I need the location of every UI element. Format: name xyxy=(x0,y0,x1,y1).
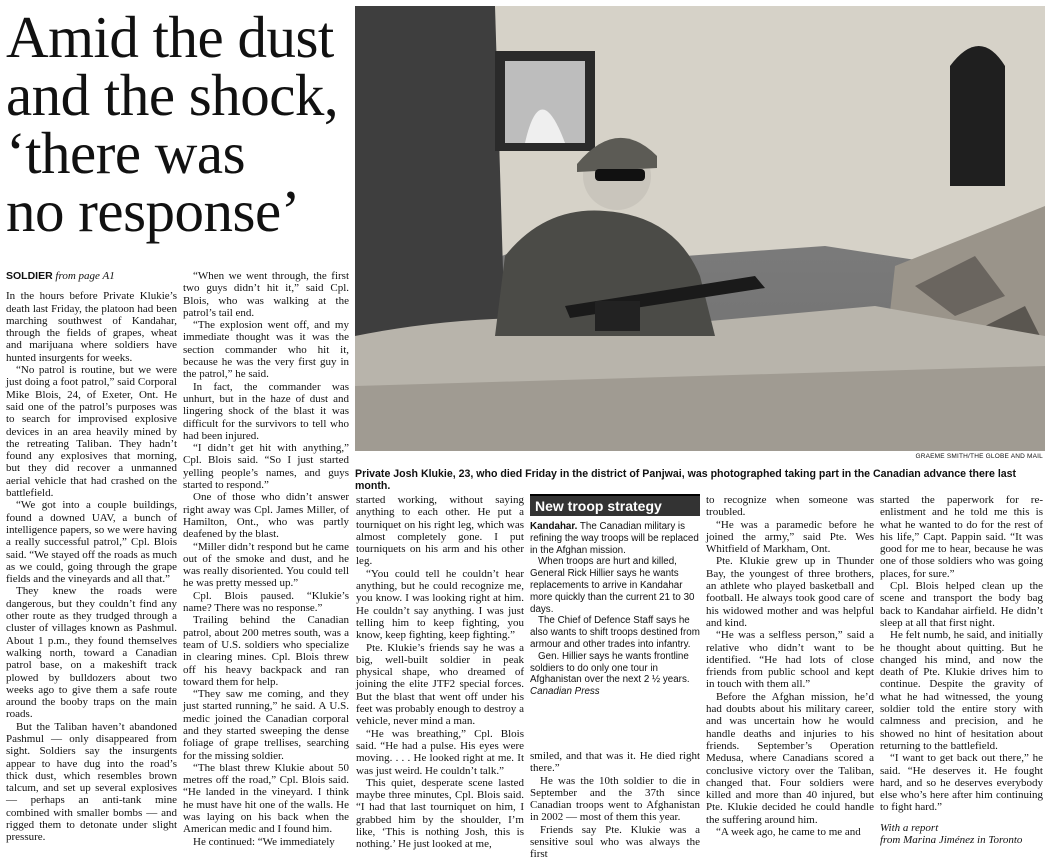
paragraph: “A week ago, he came to me and xyxy=(716,826,861,839)
sidebar-paragraph: Gen. Hillier says he wants frontline soldiers to do only one tour in Afghanistan over the next 2 ½ years. xyxy=(530,650,690,686)
article-column-2 xyxy=(183,270,349,848)
paragraph: “He was a paramedic before he joined the army,” said Pte. Wes Whitfield of Markham, Ont. xyxy=(706,518,874,556)
sidebar-dateline: Kandahar. xyxy=(530,521,578,532)
byline xyxy=(880,822,1043,847)
paragraph: started the paperwork for re-enlistment and he told me this is what he wanted to do for the rest of his life,” Capt. Pappin said. “It was good for me to hear, because he was one of those soldiers who was going places, for sure.” xyxy=(880,494,1043,580)
sidebar-box xyxy=(530,494,700,746)
paragraph: Pte. Klukie grew up in Thunder Bay, the youngest of three brothers, an athlete who played basketball and football. He always took good care of his widowed mother and was helpful and kind. xyxy=(706,555,874,629)
headline-line: and the shock, xyxy=(6,62,339,128)
sidebar-title: New troop strategy xyxy=(530,496,700,516)
photo-credit: GRAEME SMITH/THE GLOBE AND MAIL xyxy=(915,453,1043,460)
paragraph: Friends say Pte. Klukie was a sensitive soul who was always the first xyxy=(530,823,700,861)
paragraph: He felt numb, he said, and initially he thought about quitting. But he changed his mind, and now the death of Pte. Klukie drives him to continue. Despite the gravity of what he had witnessed, the young soldier told the entire story with calmness and precision, and he showed no hint of hesitation about returning to the battlefield. xyxy=(880,629,1043,752)
byline-line: from Marina Jiménez in Toronto xyxy=(880,834,1023,847)
article-column-3-tail xyxy=(530,750,700,861)
paragraph: to recognize when someone was troubled. xyxy=(706,494,874,519)
paragraph: “The blast threw Klukie about 50 metres off the road,” Cpl. Blois said. “He landed in the vineyard. I think he must have hit one of the walls. He was laying on his back when the American medic and I found him. xyxy=(183,761,349,836)
paragraph: “When we went through, the first two guys didn’t hit it,” said Cpl. Blois, who was walking at the patrol’s tail end. xyxy=(183,270,349,319)
paragraph: smiled, and that was it. He died right there.” xyxy=(530,750,700,775)
paragraph: One of those who didn’t answer right away was Cpl. James Miller, of Hamilton, Ont., who was partly deafened by the blast. xyxy=(183,491,349,541)
article-column-5 xyxy=(880,494,1043,847)
jump-from: from page A1 xyxy=(55,270,115,282)
paragraph: He was the 10th soldier to die in September and the 37th since Canadian troops went to Afghanistan in 2002 — most of them this year. xyxy=(530,774,700,824)
paragraph: “I want to get back out there,” he said. “He deserves it. He fought hard, and so he deserves everybody else who’s here after him continuing to fight hard.” xyxy=(880,752,1043,814)
paragraph: Cpl. Blois helped clean up the scene and transport the body bag back to Kandahar airfield. He didn’t sleep at all that first night. xyxy=(880,580,1043,629)
paragraph: Pte. Klukie’s friends say he was a big, well-built soldier in peak physical shape, who dreamed of joining the elite JTF2 special forces. But the blast that went off under his feet was probably enough to destroy a vehicle, never mind a man. xyxy=(356,641,524,728)
paragraph: “The explosion went off, and my immediate thought was it was the section commander who hit it, because he was the very first guy in the patrol,” he said. xyxy=(183,319,349,381)
paragraph: Before the Afghan mission, he’d had doubts about his military career, and was uncertain how he would handle deaths and injuries to his friends. September’s Operation Medusa, where Canadians scored a conclusive victory over the Taliban, changed that. Four soldiers were killed and more than 40 injured, but Pte. Klukie decided he could handle the suffering around him. xyxy=(706,690,874,826)
paragraph: “Miller didn’t respond but he came out of the smoke and dust, and he was really disoriented. You could tell he was pretty messed up.” xyxy=(183,540,349,590)
headline xyxy=(6,4,346,244)
byline-line: With a report xyxy=(880,821,939,834)
sidebar-credit: Canadian Press xyxy=(530,686,600,698)
paragraph: “We got into a couple buildings, found a downed UAV, a bunch of intelligence papers, so we were having a really successful patrol,” Cpl. Blois said. “We stayed off the roads as much as we could, going through the grape fields and the vineyards and all that.” xyxy=(6,499,177,586)
paragraph: But the Taliban haven’t abandoned Pashmul — only disappeared from sight. Soldiers say the insurgents appear to have dug into the road’s thick dust, which resembles brown talcum, and set up several explosives — perhaps an anti-tank mine combined with smaller bombs — and rigged them to detonate under slight pressure. xyxy=(6,720,177,844)
paragraph: This quiet, desperate scene lasted maybe three minutes, Cpl. Blois said. “I had that last tourniquet on him, I grabbed him by the shoulder, I’m like, ‘This is nothing Josh, this is nothing.’ He just looked at me, xyxy=(356,776,524,851)
article-column-1 xyxy=(6,270,177,844)
paragraph: “You could tell he couldn’t hear anything, but he could recognize me, you know. I was looking right at him. He couldn’t say anything. I was just telling him to keep fighting, you know, keep fighting, keep fighting.” xyxy=(356,567,524,642)
paragraph: “He was breathing,” Cpl. Blois said. “He had a pulse. His eyes were moving. . . . He looked right at me. It was just weird. He couldn’t talk.” xyxy=(356,727,524,777)
article-column-4 xyxy=(706,494,874,839)
paragraph: Cpl. Blois paused. “Klukie’s name? There was no response.” xyxy=(183,589,349,615)
paragraph: He continued: “We immediately xyxy=(193,835,335,848)
headline-line: no response’ xyxy=(6,178,300,244)
sidebar-paragraph: When troops are hurt and killed, General Rick Hillier says he wants replacements to arrive in Kandahar more quickly than the current 21 to 30 days. xyxy=(530,556,695,615)
paragraph: They knew the roads were dangerous, but they couldn’t find any other route as they trudged through a cluster of villages known as Pashmul. About 1 p.m., they found themselves walking north, toward a Canadian patrol base, on a makeshift track plowed by bulldozers about two weeks ago to give them a safe route around the booby traps on the main roads. xyxy=(6,585,177,721)
soldier-photo-illustration xyxy=(355,6,1045,451)
photo-caption: Private Josh Klukie, 23, who died Friday in the district of Panjwai, was photographed taking part in the Canadian advance there last month. xyxy=(355,468,1017,492)
paragraph: In fact, the commander was unhurt, but in the haze of dust and lingering shock of the blast it was difficult for the survivors to tell who had been injured. xyxy=(183,380,349,442)
paragraph: In the hours before Private Klukie’s death last Friday, the platoon had been marching southwest of Kandahar, through the fields of grapes, wheat and marijuana where soldiers have hunted insurgents for weeks. xyxy=(6,290,177,364)
paragraph: started working, without saying anything to each other. He put a tourniquet on his right leg, which was almost completely gone. I put tourniquets on his arm and his other leg. xyxy=(356,494,524,568)
sidebar-paragraph: The Canadian military is refining the way troops will be replaced in the Afghan mission. xyxy=(530,521,699,556)
paragraph: “I didn’t get hit with anything,” Cpl. Blois said. “So I just started yelling people’s names, and guys started to respond.” xyxy=(183,442,349,492)
headline-line: Amid the dust xyxy=(6,4,334,70)
jump-kicker: SOLDIER xyxy=(6,270,53,282)
paragraph: “No patrol is routine, but we were just doing a foot patrol,” said Corporal Mike Blois, 24, of Exeter, Ont. He said one of the patrol’s purposes was to search for improvised explosive devices in an area heavily mined by the retreating Taliban. They hadn’t found any explosives that morning, but they did recover a unmanned aerial vehicle that had crashed on the battlefield. xyxy=(6,364,177,500)
article-column-3 xyxy=(356,494,524,851)
paragraph: Trailing behind the Canadian patrol, about 200 metres south, was a team of U.S. soldiers who specialize in clearing mines. Cpl. Blois threw off his heavy backpack and ran toward them for help. xyxy=(183,614,349,688)
paragraph: “He was a selfless person,” said a relative who didn’t want to be identified. “He had lots of close friends from public school and kept in touch with them all.” xyxy=(706,629,874,691)
paragraph: “They saw me coming, and they just started running,” he said. A U.S. medic joined the Canadian corporal and they started sweeping the dense foliage of grape trellises, searching for the missing soldier. xyxy=(183,688,349,762)
news-photo xyxy=(355,6,1045,451)
sidebar-paragraph: The Chief of Defence Staff says he also wants to shift troops destined from armour and other trades into infantry. xyxy=(530,615,700,650)
headline-line: ‘there was xyxy=(6,120,246,186)
